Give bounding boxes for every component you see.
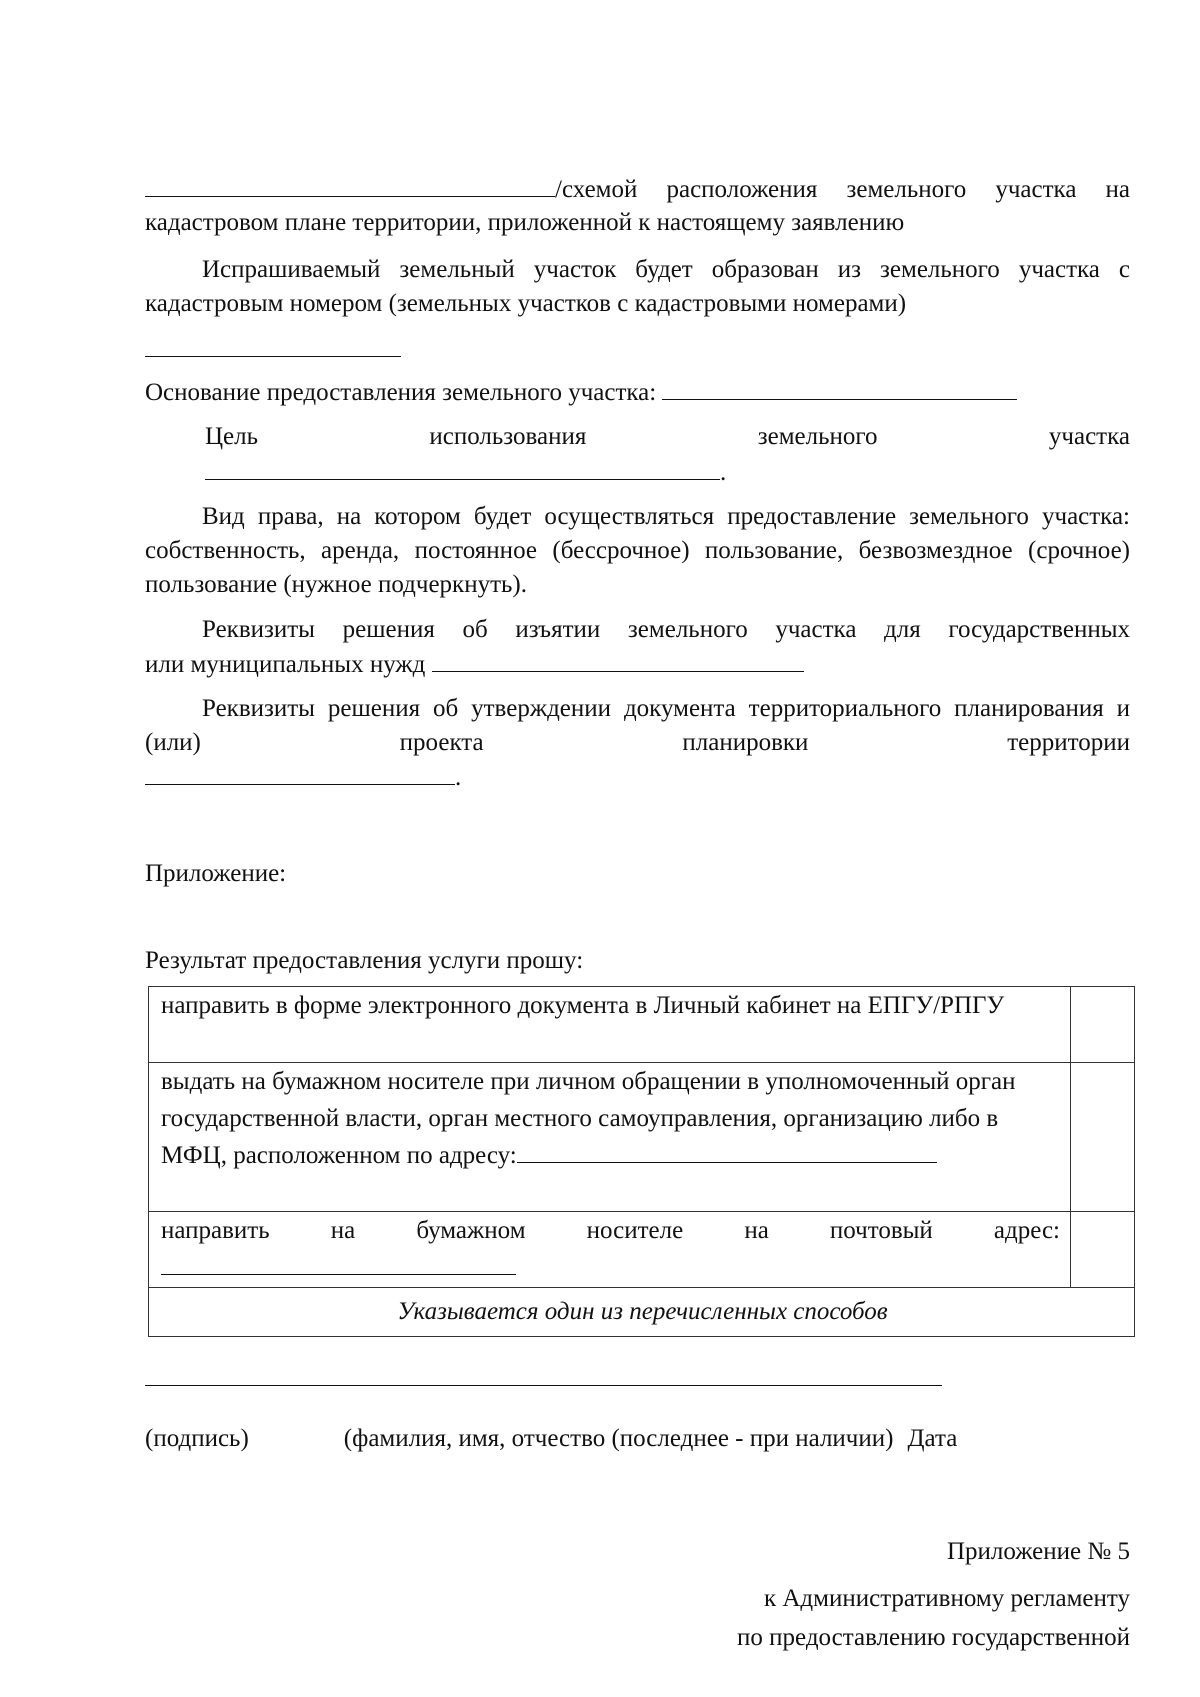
purpose-period: . — [720, 459, 727, 486]
purpose-blank-line — [205, 455, 1190, 490]
scheme-text: /схемой расположения земельного участка на — [555, 176, 1130, 203]
cadastral-number-blank[interactable] — [145, 332, 401, 357]
planning-paragraph: Реквизиты решения об утверждении документа территориального планирования и (или) проекта планировки территории — [145, 695, 1130, 756]
table-row — [149, 1288, 1135, 1337]
purpose-word-4: участка — [1048, 423, 1130, 450]
option-address-label: адресу: — [438, 1142, 517, 1169]
option-paper-in-person-checkbox[interactable] — [1071, 1063, 1135, 1212]
option-epgu: направить в форме электронного документа в Личный кабинет на ЕПГУ/РПГУ — [149, 987, 1071, 1063]
planning-blank[interactable] — [145, 760, 455, 785]
scheme-line — [145, 172, 1130, 207]
signature-captions — [145, 1422, 1130, 1456]
purpose-blank[interactable] — [205, 455, 720, 480]
table-row — [149, 1212, 1135, 1288]
purpose-line — [205, 420, 1130, 454]
option-paper-in-person — [149, 1063, 1071, 1212]
attachment-label: Приложение: — [145, 860, 287, 887]
appendix-number: Приложение № 5 — [946, 1538, 1130, 1565]
appendix-service: по предоставлению государственной — [737, 1624, 1130, 1651]
seizure-line: Реквизиты решения об изъятии земельного участка для государственных — [202, 616, 1130, 643]
grounds-blank[interactable] — [662, 375, 1017, 400]
result-options-table — [148, 986, 1135, 1337]
planning-period: . — [455, 764, 462, 791]
table-row — [149, 1063, 1135, 1212]
planning-blank-line — [145, 760, 1130, 795]
appendix-regulation: к Административному регламенту — [763, 1585, 1130, 1612]
result-label: Результат предоставления услуги прошу: — [145, 947, 584, 974]
grounds-line — [145, 375, 1130, 410]
cadastral-number-line — [145, 332, 1130, 367]
fio-caption: (фамилия, имя, отчество (последнее - при наличии) — [343, 1425, 894, 1452]
signature-caption: (подпись) — [145, 1425, 249, 1452]
office-address-blank[interactable] — [517, 1140, 937, 1163]
seizure-label: или муниципальных нужд — [145, 651, 426, 678]
scheme-line-2: кадастровом плане территории, приложенной к настоящему заявлению — [145, 209, 905, 236]
table-note: Указывается один из перечисленных способов — [149, 1288, 1135, 1337]
signature-line[interactable] — [145, 1385, 942, 1386]
right-type-paragraph: Вид права, на котором будет осуществляться предоставление земельного участка: собственность, аренда, постоянное (бессрочное) пользование, безвозмездное (срочное) пользование (нужное подчеркнуть). — [145, 503, 1130, 598]
purpose-word-2: использования — [429, 423, 587, 450]
parcel-formation-paragraph: Испрашиваемый земельный участок будет образован из земельного участка с кадастровым номером (земельных участков с кадастровыми номерами) — [145, 256, 1130, 317]
seizure-line-2 — [145, 647, 1130, 682]
purpose-word-1: Цель — [205, 423, 259, 450]
grounds-label: Основание предоставления земельного участка: — [145, 379, 657, 406]
date-caption: Дата — [907, 1425, 958, 1452]
option-post-text: направить на бумажном носителе на почтовый адрес: — [161, 1217, 1060, 1244]
option-paper-in-person-text: выдать на бумажном носителе при личном обращении в уполномоченный орган государственной власти, орган местного самоуправления, организацию либо в МФЦ, расположенном по — [161, 1068, 1016, 1169]
purpose-word-3: земельного — [757, 423, 878, 450]
option-post-checkbox[interactable] — [1071, 1212, 1135, 1288]
postal-address-blank[interactable] — [161, 1252, 516, 1275]
scheme-blank[interactable] — [145, 172, 555, 197]
seizure-blank[interactable] — [432, 647, 804, 672]
option-post — [149, 1212, 1071, 1288]
option-epgu-checkbox[interactable] — [1071, 987, 1135, 1063]
table-row — [149, 987, 1135, 1063]
